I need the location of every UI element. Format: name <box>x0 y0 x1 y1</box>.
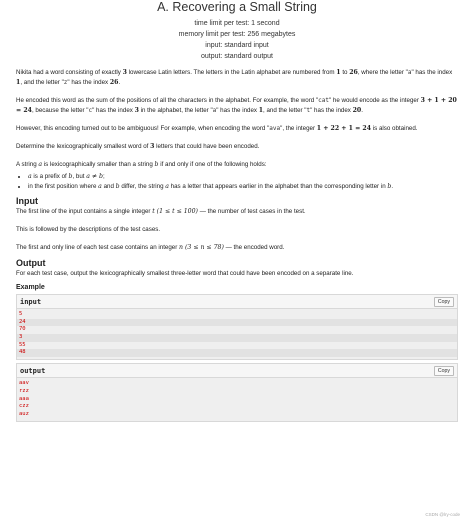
problem-statement <box>0 68 474 422</box>
text: , and the letter " <box>263 107 307 114</box>
code: a <box>407 69 412 76</box>
input-line: 24 <box>17 319 457 327</box>
example-input-label: input <box>20 297 42 306</box>
example-input-header <box>17 295 457 309</box>
output-line: aav <box>19 380 29 387</box>
text: in the first position where <box>28 183 99 190</box>
text: " has the index <box>67 79 110 86</box>
math: 1 <box>16 79 21 86</box>
math: n (3 ≤ n ≤ 78) <box>179 244 224 251</box>
text: ", the integer <box>280 125 317 132</box>
list-item <box>28 182 458 192</box>
text: . <box>391 183 394 190</box>
text: Nikita had a word consisting of exactly <box>16 69 123 76</box>
code: c <box>88 107 93 114</box>
math: 3 <box>134 107 139 114</box>
memory-limit: memory limit per test: 256 megabytes <box>178 31 296 38</box>
code: t <box>306 107 311 114</box>
math: 3 <box>150 143 155 150</box>
text: to <box>340 69 350 76</box>
input-line: 70 <box>19 326 26 333</box>
text: is also obtained. <box>371 125 418 132</box>
code: cat <box>318 97 329 104</box>
math: 1 <box>258 107 264 114</box>
math: 1 + 22 + 1 = 24 <box>316 125 372 132</box>
output-line: rzz <box>19 387 29 394</box>
list-item <box>28 172 458 182</box>
text: — the number of test cases in the test. <box>197 208 306 215</box>
output-heading: Output <box>16 258 46 268</box>
math: 3 + 1 + 20 = 24 <box>16 97 457 114</box>
code: a <box>212 107 217 114</box>
input-paragraph-3 <box>16 243 458 253</box>
math: b <box>387 183 392 190</box>
input-line: 5 <box>19 311 23 317</box>
math: a <box>98 183 102 190</box>
text: However, this encoding turned out to be ambiguous! For example, when encoding the word " <box>16 125 270 132</box>
text: is a prefix of <box>31 173 69 180</box>
text: , because the letter " <box>31 107 89 114</box>
text: " has the index <box>411 69 453 76</box>
math: t (1 ≤ t ≤ 100) <box>152 208 198 215</box>
condition-list <box>16 172 458 192</box>
copy-input-button[interactable]: Copy <box>434 297 454 307</box>
problem-title: A. Recovering a Small String <box>157 0 317 14</box>
copy-output-button[interactable]: Copy <box>434 366 454 376</box>
input-line: 55 <box>19 341 26 348</box>
text: , and the letter " <box>20 79 64 86</box>
problem-header <box>0 0 474 62</box>
math: 26 <box>349 69 358 76</box>
example-output-label: output <box>20 366 46 375</box>
text: " he would encode as the integer <box>328 97 421 104</box>
math: b <box>68 173 73 180</box>
output-paragraph-1: For each test case, output the lexicographically smallest three-letter word that could have been encoded on a separate line. <box>16 270 354 277</box>
output-line: czz <box>19 403 29 410</box>
math: 1 <box>336 69 341 76</box>
example-heading: Example <box>16 284 45 291</box>
text: ; <box>103 173 105 180</box>
math: b <box>115 183 120 190</box>
output-file: output: standard output <box>201 53 273 60</box>
text: . <box>361 107 363 114</box>
watermark: CSDN @lry-code <box>425 512 460 517</box>
output-line: auz <box>19 410 29 417</box>
text: , but <box>72 173 87 180</box>
math: a <box>165 183 169 190</box>
example-input-box <box>16 294 458 360</box>
statement-paragraph-4 <box>16 142 458 152</box>
text: The first line of the input contains a single integer <box>16 208 153 215</box>
code: ava <box>269 125 281 132</box>
input-paragraph-1 <box>16 207 458 217</box>
text: The first and only line of each test case contains an integer <box>16 244 180 251</box>
output-line: aaa <box>19 395 29 402</box>
example-output-lines <box>17 378 457 420</box>
input-line: 48 <box>17 349 457 357</box>
text: has a letter that appears earlier in the alphabet than the corresponding letter in <box>168 183 388 190</box>
text: lowercase Latin letters. The letters in the Latin alphabet are numbered from <box>126 69 337 76</box>
time-limit: time limit per test: 1 second <box>194 20 280 27</box>
math: a <box>38 161 43 168</box>
example-output-header <box>17 364 457 378</box>
text: " has the index <box>92 107 135 114</box>
text: differ, the string <box>119 183 166 190</box>
input-heading: Input <box>16 196 38 206</box>
example-output-box <box>16 363 458 421</box>
text: He encoded this word as the sum of the positions of all the characters in the alphabet. For example, the word " <box>16 97 319 104</box>
math: 20 <box>352 107 362 114</box>
input-paragraph-2: This is followed by the descriptions of the test cases. <box>16 226 161 233</box>
math: b <box>154 161 159 168</box>
text: " has the index <box>216 107 259 114</box>
text: is lexicographically smaller than a string <box>42 161 155 168</box>
input-file: input: standard input <box>205 42 269 49</box>
statement-paragraph-3 <box>16 124 458 134</box>
statement-paragraph-1 <box>16 68 458 88</box>
text: letters that could have been encoded. <box>154 143 260 150</box>
example-input-lines <box>17 309 457 359</box>
text: Determine the lexicographically smallest word of <box>16 143 151 150</box>
text: " has the index <box>310 107 353 114</box>
math: a ≠ b <box>86 173 104 180</box>
text: in the alphabet, the letter " <box>138 107 213 114</box>
math: 26 <box>109 79 119 86</box>
math: 3 <box>122 69 127 76</box>
text: A string <box>16 161 39 168</box>
input-line: 3 <box>17 334 457 342</box>
text: — the encoded word. <box>223 244 285 251</box>
text: and <box>101 183 116 190</box>
statement-paragraph-2 <box>16 96 458 116</box>
text: , where the letter " <box>357 69 408 76</box>
code: z <box>63 79 68 86</box>
text: if and only if one of the following holds: <box>158 161 267 168</box>
math: a <box>28 173 32 180</box>
text: . <box>118 79 121 86</box>
statement-paragraph-5 <box>16 160 458 170</box>
